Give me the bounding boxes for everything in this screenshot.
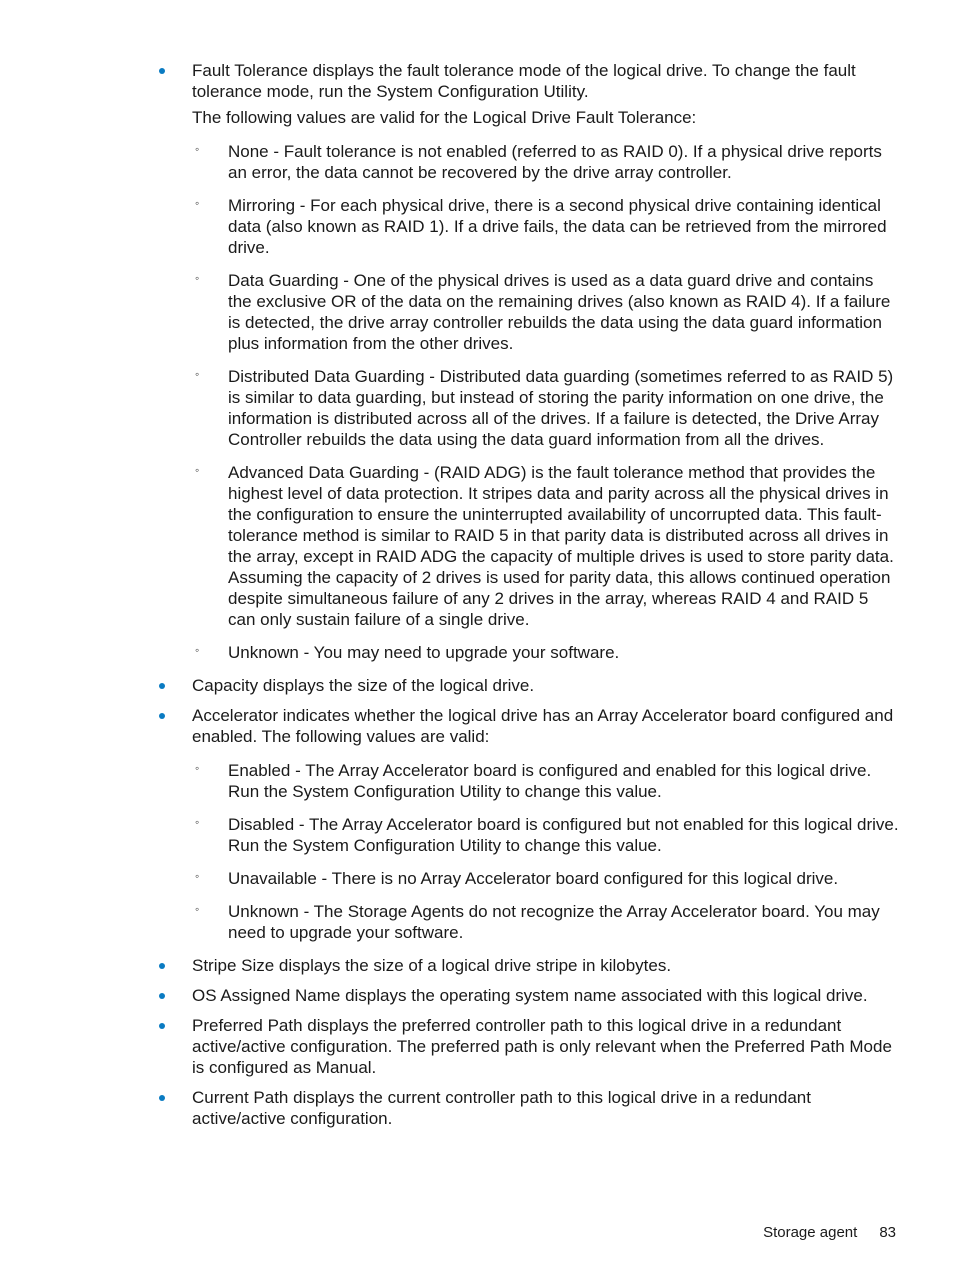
sub-list-item-text: Mirroring - For each physical drive, there is a second physical drive containing identical data (also known as RAID 1). If a drive fails, the data can be retrieved from the mirrored drive. [228, 196, 887, 257]
list-item-text: Current Path displays the current controller path to this logical drive in a redundant active/active configuration. [192, 1088, 811, 1128]
bullet-icon [159, 993, 165, 999]
sub-list-item [192, 901, 900, 943]
bullet-list [155, 60, 900, 1138]
circle-bullet-icon: ◦ [195, 815, 200, 829]
bullet-icon [159, 963, 165, 969]
list-item [155, 985, 900, 1006]
sub-list-item-text: Unknown - The Storage Agents do not recognize the Array Accelerator board. You may need to upgrade your software. [228, 902, 880, 942]
bullet-icon [159, 683, 165, 689]
bullet-icon [159, 1095, 165, 1101]
circle-bullet-icon: ◦ [195, 643, 200, 657]
list-item-text: Capacity displays the size of the logical drive. [192, 676, 535, 695]
sub-list-item [192, 366, 900, 450]
list-item-text: Preferred Path displays the preferred controller path to this logical drive in a redundant active/active configuration. The preferred path is only relevant when the Preferred Path Mode is configured as Manual. [192, 1016, 892, 1077]
circle-bullet-icon: ◦ [195, 463, 200, 477]
sub-list-item [192, 814, 900, 856]
circle-bullet-icon: ◦ [195, 142, 200, 156]
list-item-text: Accelerator indicates whether the logical drive has an Array Accelerator board configured and enabled. The following values are valid: [192, 706, 894, 746]
sub-list-item-text: Data Guarding - One of the physical drives is used as a data guard drive and contains the exclusive OR of the data on the remaining drives (also known as RAID 4). If a failure is detected, the drive array controller rebuilds the data using the data guard information plus information from the other drives. [228, 271, 891, 353]
sub-list-item [192, 642, 900, 663]
list-item [155, 1015, 900, 1078]
sub-list-item [192, 760, 900, 802]
sub-list-item-text: None - Fault tolerance is not enabled (referred to as RAID 0). If a physical drive reports an error, the data cannot be recovered by the drive array controller. [228, 142, 882, 182]
sub-list-item-text: Advanced Data Guarding - (RAID ADG) is the fault tolerance method that provides the highest level of data protection. It stripes data and parity across all the physical drives in the configuration to ensure the uninterrupted availability of uncorrupted data. This fault-tolerance method is similar to RAID 5 in that parity data is distributed across all drives in the array, except in RAID ADG the capacity of multiple drives is used to store parity data. Assuming the capacity of 2 drives is used for parity data, this allows continued operation despite simultaneous failure of any 2 drives in the array, whereas RAID 4 and RAID 5 can only sustain failure of a single drive. [228, 463, 894, 629]
circle-bullet-icon: ◦ [195, 869, 200, 883]
sub-list-item-text: Distributed Data Guarding - Distributed data guarding (sometimes referred to as RAID 5) is similar to data guarding, but instead of storing the parity information on one drive, the information is distributed across all of the drives. If a failure is detected, the Drive Array Controller rebuilds the data using the data guard information from all the drives. [228, 367, 894, 449]
list-item-text: The following values are valid for the Logical Drive Fault Tolerance: [192, 108, 697, 127]
list-item-text: OS Assigned Name displays the operating system name associated with this logical drive. [192, 986, 868, 1005]
list-item [155, 1087, 900, 1129]
list-item-text: Fault Tolerance displays the fault tolerance mode of the logical drive. To change the fault tolerance mode, run the System Configuration Utility. [192, 61, 856, 101]
sub-list-item-text: Unavailable - There is no Array Accelerator board configured for this logical drive. [228, 869, 839, 888]
sub-list-item-text: Disabled - The Array Accelerator board is configured but not enabled for this logical drive. Run the System Configuration Utility to change this value. [228, 815, 899, 855]
bullet-icon [159, 68, 165, 74]
sub-list-item [192, 195, 900, 258]
footer-section-title: Storage agent [763, 1224, 858, 1241]
sub-list [192, 141, 900, 663]
bullet-icon [159, 1023, 165, 1029]
list-item [155, 955, 900, 976]
sub-list-item [192, 868, 900, 889]
sub-list-item [192, 462, 900, 630]
circle-bullet-icon: ◦ [195, 196, 200, 210]
list-item [155, 60, 900, 663]
sub-list-item [192, 270, 900, 354]
page-number: 83 [879, 1224, 896, 1241]
sub-list-item-text: Enabled - The Array Accelerator board is configured and enabled for this logical drive. Run the System Configuration Utility to change this value. [228, 761, 872, 801]
sub-list-item-text: Unknown - You may need to upgrade your software. [228, 643, 620, 662]
list-item [155, 705, 900, 943]
list-item [155, 675, 900, 696]
sub-list [192, 760, 900, 943]
bullet-icon [159, 713, 165, 719]
circle-bullet-icon: ◦ [195, 271, 200, 285]
circle-bullet-icon: ◦ [195, 367, 200, 381]
sub-list-item [192, 141, 900, 183]
circle-bullet-icon: ◦ [195, 761, 200, 775]
list-item-text: Stripe Size displays the size of a logical drive stripe in kilobytes. [192, 956, 672, 975]
circle-bullet-icon: ◦ [195, 902, 200, 916]
page-footer [763, 1222, 896, 1243]
